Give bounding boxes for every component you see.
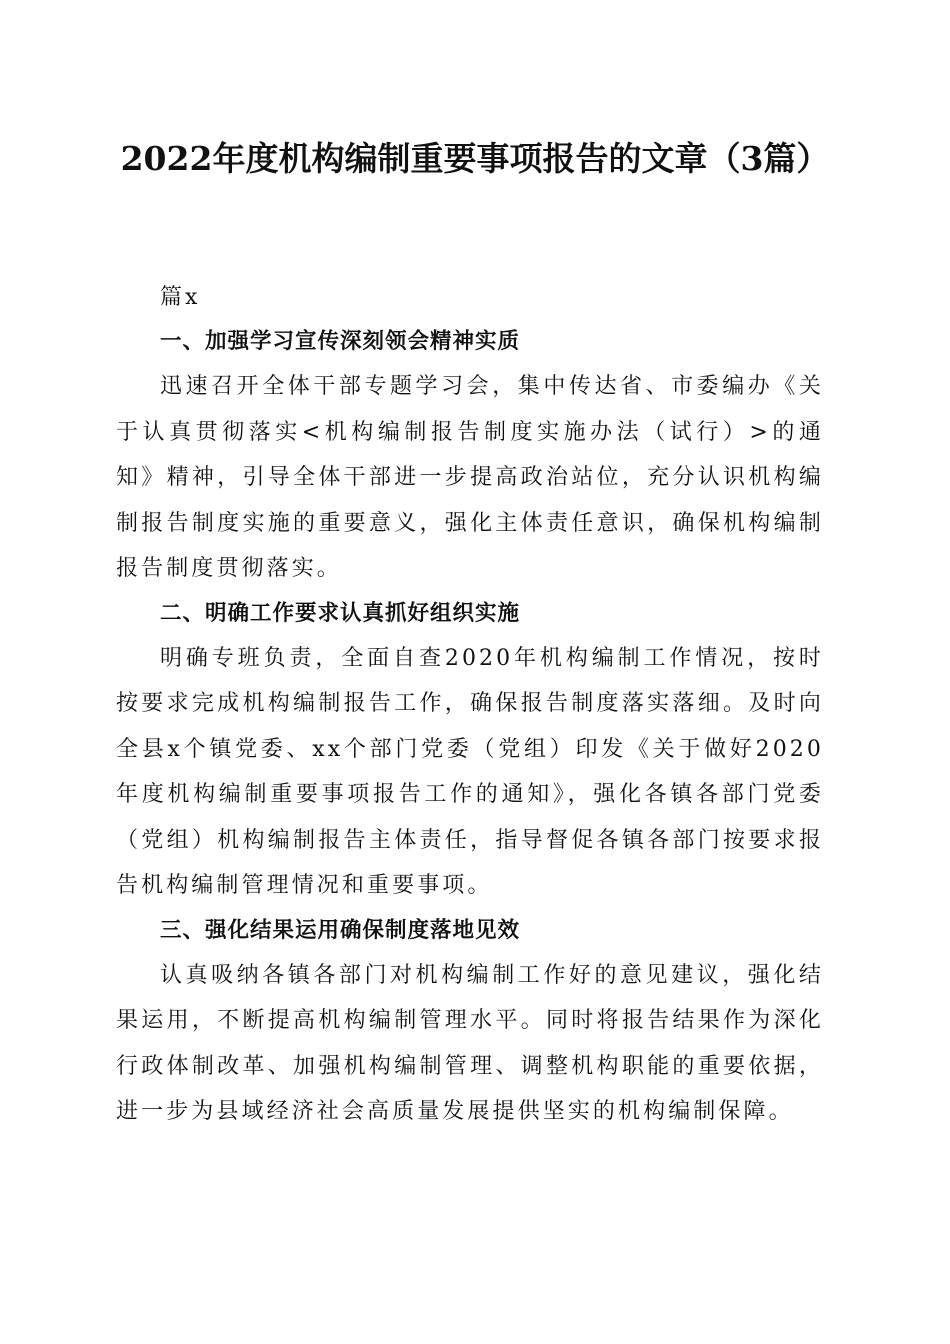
section-heading-3: 三、强化结果运用确保制度落地见效 <box>160 917 521 943</box>
section-body-2: 明确专班负责，全面自查2020年机构编制工作情况，按时按要求完成机构编制报告工作，确保报告制度落实落细。及时向全县x个镇党委、xx个部门党委（党组）印发《关于做好2020年度机构编制重要事项报告工作的通知》，强化各镇各部门党委（党组）机构编制报告主体责任，指导督促各镇各部门按要求报告机构编制管理情况和重要事项。 <box>116 645 824 898</box>
document-content <box>116 276 824 1135</box>
section-body-1: 迅速召开全体干部专题学习会，集中传达省、市委编办《关于认真贯彻落实<机构编制报告制度实施办法（试行）>的通知》精神，引导全体干部进一步提高政治站位，充分认识机构编制报告制度实施的重要意义，强化主体责任意识，确保机构编制报告制度贯彻落实。 <box>116 374 824 581</box>
section-body-3: 认真吸纳各镇各部门对机构编制工作好的意见建议，强化结果运用，不断提高机构编制管理水平。同时将报告结果作为深化行政体制改革、加强机构编制管理、调整机构职能的重要依据，进一步为县域经济社会高质量发展提供坚实的机构编制保障。 <box>116 962 824 1124</box>
section-heading-1: 一、加强学习宣传深刻领会精神实质 <box>160 329 521 354</box>
section-heading-2: 二、明确工作要求认真抓好组织实施 <box>160 600 521 626</box>
article-label: 篇x <box>160 285 201 310</box>
document-title: 2022年度机构编制重要事项报告的文章（3篇） <box>120 139 830 178</box>
